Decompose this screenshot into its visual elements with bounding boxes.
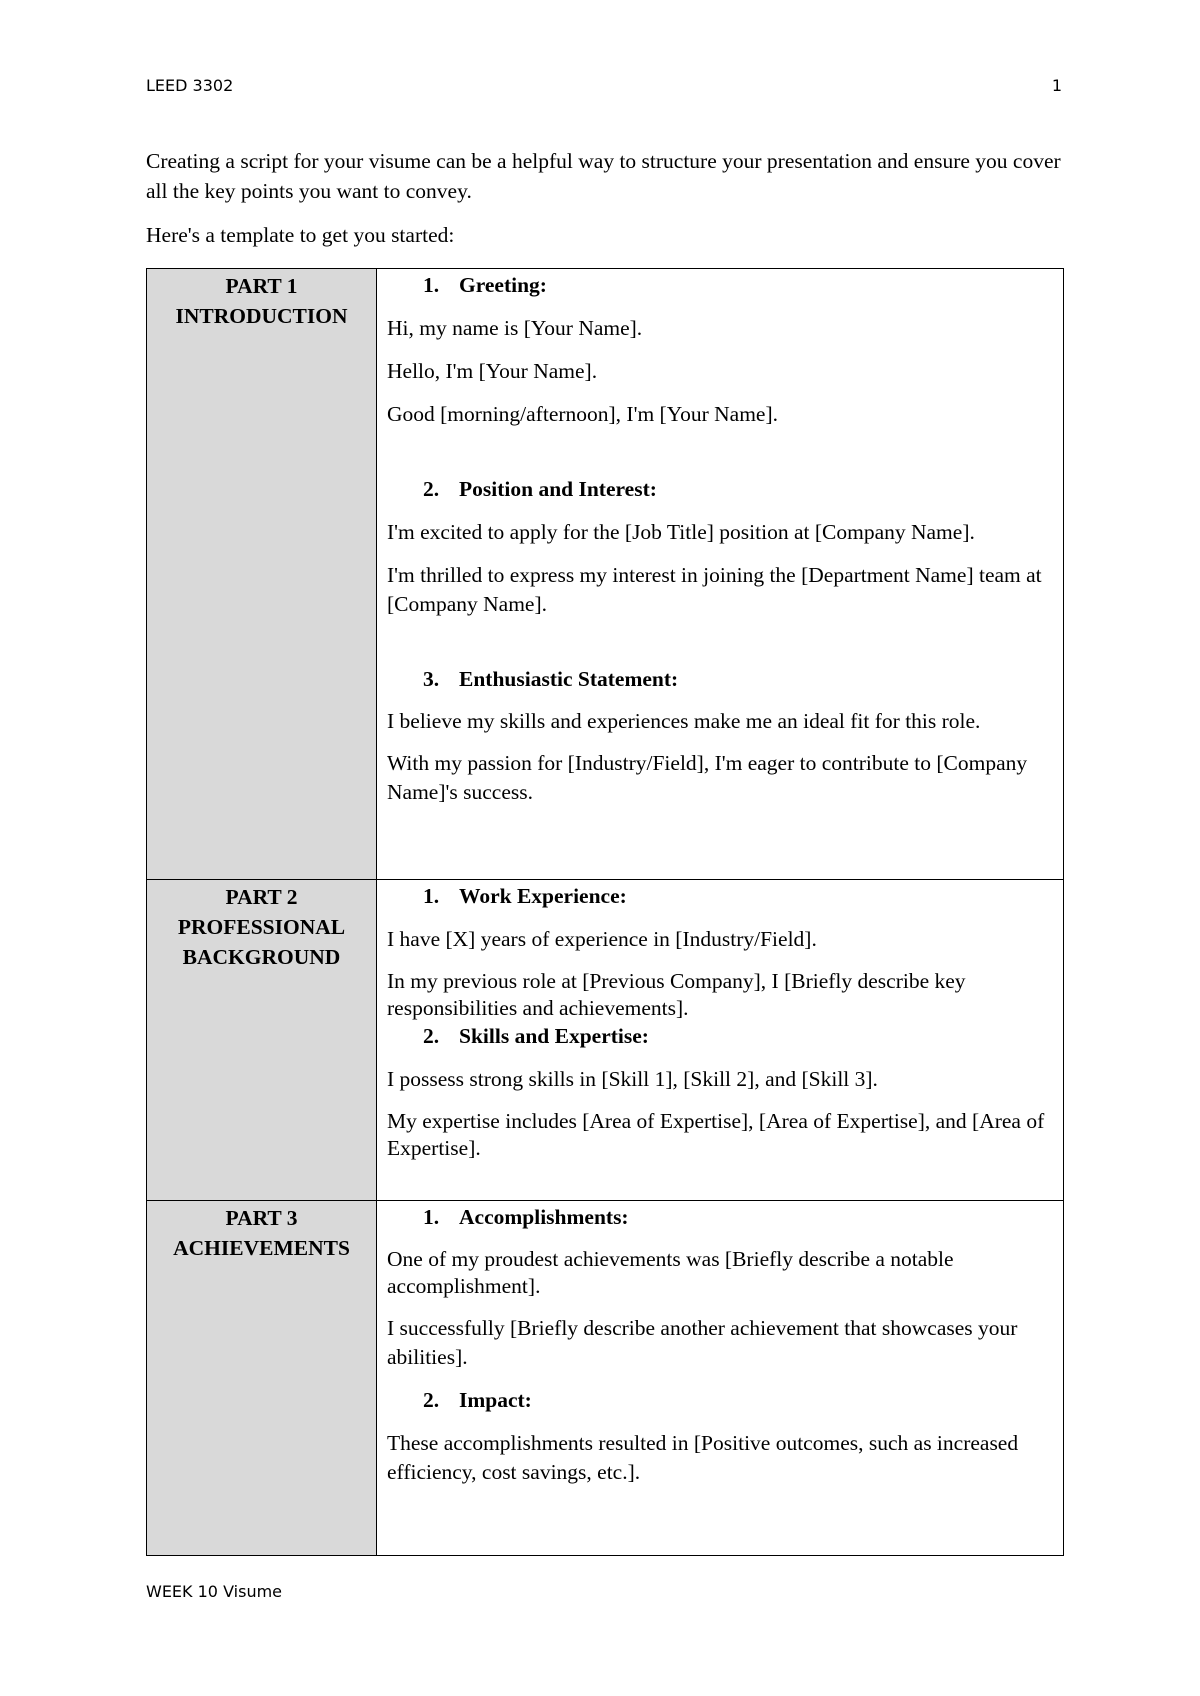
script-line: I'm excited to apply for the [Job Title] position at [Company Name]. <box>387 520 975 544</box>
part-number: PART 1 <box>225 274 298 298</box>
part-content-cell <box>377 269 1064 880</box>
part-label-cell <box>147 880 377 1201</box>
script-line: I possess strong skills in [Skill 1], [Skill 2], and [Skill 3]. <box>387 1067 878 1091</box>
script-line: My expertise includes [Area of Expertise], [Area of Expertise], and [Area of Expertise]. <box>387 1109 1045 1160</box>
script-line: These accomplishments resulted in [Positive outcomes, such as increased efficiency, cost savings, etc.]. <box>387 1431 1019 1484</box>
part-label-cell <box>147 269 377 880</box>
part-title-line-2: BACKGROUND <box>182 945 341 969</box>
section-heading: 3. Enthusiastic Statement: <box>423 667 679 691</box>
part-content-cell <box>377 1201 1064 1556</box>
section-heading: 2. Impact: <box>423 1388 532 1412</box>
script-line: In my previous role at [Previous Company], I [Briefly describe key responsibilities and achievements]. <box>387 969 966 1020</box>
intro-paragraph-template: Here's a template to get you started: <box>146 223 455 247</box>
script-line: Hi, my name is [Your Name]. <box>387 316 643 340</box>
page-footer: WEEK 10 Visume <box>146 1582 283 1601</box>
script-line: With my passion for [Industry/Field], I'm eager to contribute to [Company Name]'s success. <box>387 751 1028 804</box>
script-line: I'm thrilled to express my interest in joining the [Department Name] team at [Company Name]. <box>387 563 1042 616</box>
section-heading: 2. Position and Interest: <box>423 477 657 501</box>
script-line: Good [morning/afternoon], I'm [Your Name]. <box>387 402 778 426</box>
page-header <box>146 76 1062 100</box>
part-row-introduction <box>147 269 1064 880</box>
part-title: PROFESSIONAL <box>177 915 346 939</box>
page-number: 1 <box>1051 76 1062 95</box>
script-line: One of my proudest achievements was [Briefly describe a notable accomplishment]. <box>387 1247 954 1298</box>
script-line: Hello, I'm [Your Name]. <box>387 359 598 383</box>
section-heading: 2. Skills and Expertise: <box>423 1024 649 1048</box>
intro-paragraph: Creating a script for your visume can be a helpful way to structure your presentation and ensure you cover all the key points you want to convey. <box>146 149 1061 203</box>
part-content-cell <box>377 880 1064 1201</box>
section-heading: 1. Work Experience: <box>423 884 627 908</box>
part-row-professional-background <box>147 880 1064 1201</box>
script-line: I successfully [Briefly describe another achievement that showcases your abilities]. <box>387 1316 1018 1369</box>
part-title: INTRODUCTION <box>175 304 348 328</box>
script-template-table <box>146 268 1064 1556</box>
part-title: ACHIEVEMENTS <box>173 1236 350 1260</box>
course-code: LEED 3302 <box>146 76 234 95</box>
part-row-achievements <box>147 1201 1064 1556</box>
script-line: I have [X] years of experience in [Industry/Field]. <box>387 927 817 951</box>
part-number: PART 3 <box>225 1206 298 1230</box>
intro-text <box>146 146 1062 264</box>
part-label-cell <box>147 1201 377 1556</box>
script-line: I believe my skills and experiences make me an ideal fit for this role. <box>387 709 981 733</box>
section-heading: 1. Greeting: <box>423 273 547 297</box>
section-heading: 1. Accomplishments: <box>423 1205 629 1229</box>
part-number: PART 2 <box>225 885 298 909</box>
